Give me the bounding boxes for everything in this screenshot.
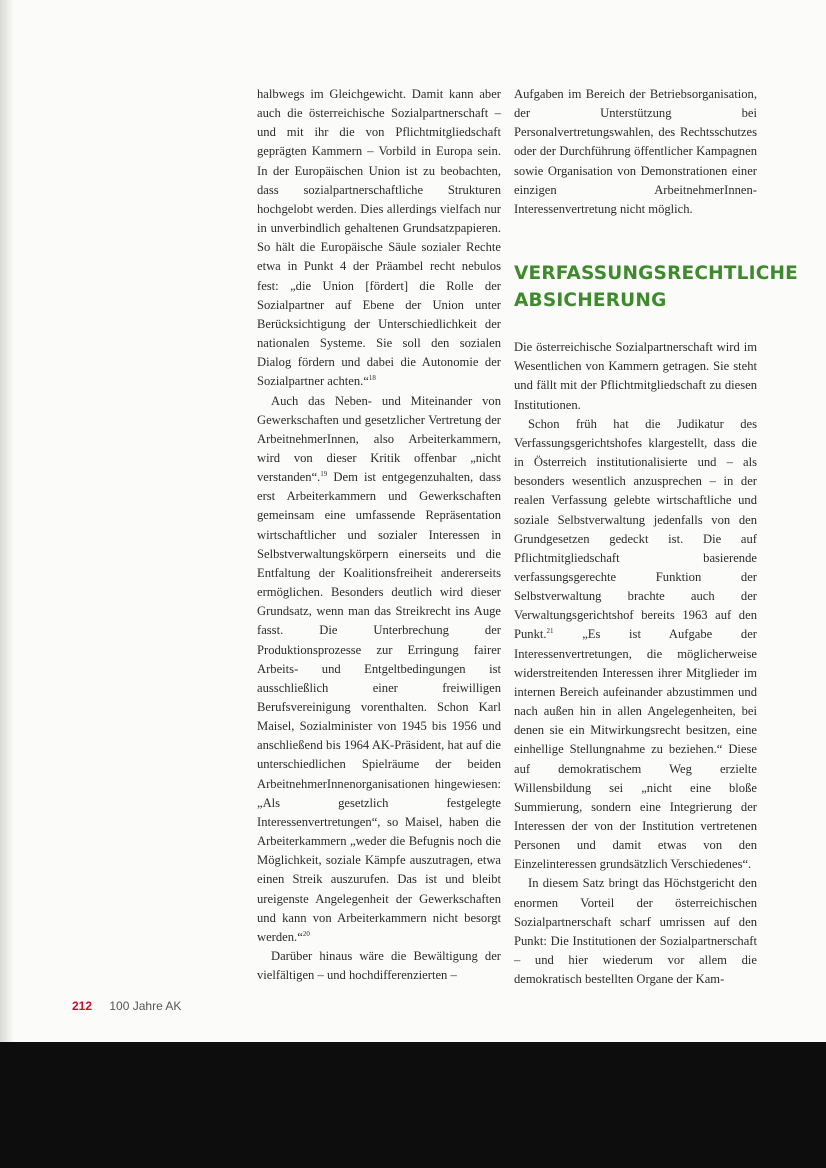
scan-background — [0, 1042, 826, 1168]
paragraph: Aufgaben im Bereich der Betriebsorganisation, der Unterstützung bei Personalvertretungswahlen, des Rechtsschutzes oder der Durchführung öffentlicher Kampagnen sowie Organisation von Demonstrationen einer einzigen ArbeitnehmerInnen-Interessenvertretung nicht möglich. — [514, 87, 757, 216]
paragraph-text: halbwegs im Gleichgewicht. Damit kann aber auch die österreichische Sozialpartnerschaft – und mit ihr die von Pflichtmitgliedschaft geprägten Kammern – Vorbild in Europa sein. In der Europäischen Union ist zu beobachten, dass sozialpartnerschaftliche Strukturen hochgelobt werden. Dies allerdings vielfach nur in unverbindlich gehaltenen Grundsatzpapieren. So hält die Europäische Säule sozialer Rechte etwa in Punkt 4 der Präambel recht nebulos fest: „die Union [fördert] die Rolle der Sozialpartner auf Ebene der Union unter Berücksichtigung der Unterschiedlichkeit der nationalen Systeme. Sie soll den sozialen Dialog fördern und dabei die Autonomie der Sozialpartner achten.“ — [257, 87, 501, 389]
paragraph-text: Schon früh hat die Judikatur des Verfassungsgerichtshofes klargestellt, dass die in Österreich institutionalisierte und – als besonders wesentlich anzusprechen – in der realen Verfassung gelebte wirtschaftliche und soziale Selbstverwaltung jedenfalls von den Grundgesetzen gedeckt ist. Die auf Pflichtmitgliedschaft basierende verfassungsgerechte Funktion der Selbstverwaltung brachte auch der Verwaltungsgerichtshof bereits 1963 auf den Punkt. — [514, 416, 757, 642]
paragraph: In diesem Satz bringt das Höchstgericht den enormen Vorteil der österreichischen Sozialpartnerschaft scharf umrissen auf den Punkt: Die Institutionen der Sozialpartnerschaft – und hier wiederum vor allem die demokratisch bestellten Organe der Kam- — [514, 876, 757, 987]
paragraph-text: Dem ist entgegenzuhalten, dass erst Arbeiterkammern und Gewerkschaften gemeinsam eine umfassende Repräsentation wirtschaftlicher und sozialer Interessen in Selbstverwaltungskörpern einerseits und die Entfaltung der Koalitionsfreiheit andererseits ermöglichen. Besonders deutlich wird dieser Grundsatz, wenn man das Streikrecht ins Auge fasst. Die Unterbrechung der Produktionsprozesse zur Erringung fairer Arbeits- und Entgeltbedingungen ist ausschließlich einer freiwilligen Berufsvereinigung vorenthalten. Schon Karl Maisel, Sozialminister von 1945 bis 1956 und anschließend bis 1964 AK-Präsident, hat auf die unterschiedlichen Spielräume der beiden ArbeitnehmerInnenorganisationen hingewiesen: „Als gesetzlich festgelegte Interessenvertretungen“, so Maisel, haben die Arbeiterkammern „weder die Befugnis noch die Möglichkeit, soziale Kämpfe auszutragen, etwa einen Streik auszurufen. Das ist und bleibt ureigenste Angelegenheit der Gewerkschaften und kann von Arbeiterkammern nicht besorgt werden.“ — [257, 470, 501, 944]
footnote-ref[interactable]: 18 — [368, 374, 376, 383]
paragraph — [257, 85, 501, 392]
footnote-ref[interactable]: 19 — [320, 469, 328, 478]
paragraph-text: Auch das Neben- und Miteinander von Gewerkschaften und gesetzlicher Vertretung der ArbeitnehmerInnen, also Arbeiterkammern, wird von dieser Kritik offenbar „nicht verstanden“. — [257, 393, 501, 485]
paragraph — [514, 415, 757, 875]
paragraph-text: Darüber hinaus wäre die Bewältigung der vielfältigen – und hochdifferenzierten – — [257, 949, 501, 983]
footnote-ref[interactable]: 20 — [302, 929, 310, 938]
footnote-ref[interactable]: 21 — [546, 627, 554, 636]
right-column — [514, 85, 798, 989]
page-footer — [72, 999, 181, 1013]
page-gutter-shadow — [0, 0, 14, 1042]
paragraph: Die österreichische Sozialpartnerschaft wird im Wesentlichen von Kammern getragen. Sie steht und fällt mit der Pflichtmitgliedschaft zu diesen Institutionen. — [514, 340, 757, 412]
page-number: 212 — [72, 999, 93, 1013]
section-heading: VERFASSUNGSRECHTLICHE ABSICHERUNG — [514, 263, 798, 312]
paragraph — [257, 392, 501, 948]
left-column — [257, 85, 501, 985]
running-title: 100 Jahre AK — [109, 999, 182, 1013]
paragraph-text: „Es ist Aufgabe der Interessenvertretungen, die möglicherweise widerstreitenden Interessen ihrer Mitglieder im internen Bereich aufeinander abzustimmen und nach außen hin in allen Angelegenheiten, bei denen sie ein Mitwirkungsrecht besitzen, eine einhellige Stellungnahme zu beziehen.“ Diese auf demokratischem Weg erzielte Willensbildung sei „nicht eine bloße Summierung, sondern eine Integrierung der Interessen der von der Institution vertretenen Personen und damit etwas von den Einzelinteressen grundsätzlich Verschiedenes“. — [514, 627, 757, 872]
paragraph — [257, 947, 501, 985]
